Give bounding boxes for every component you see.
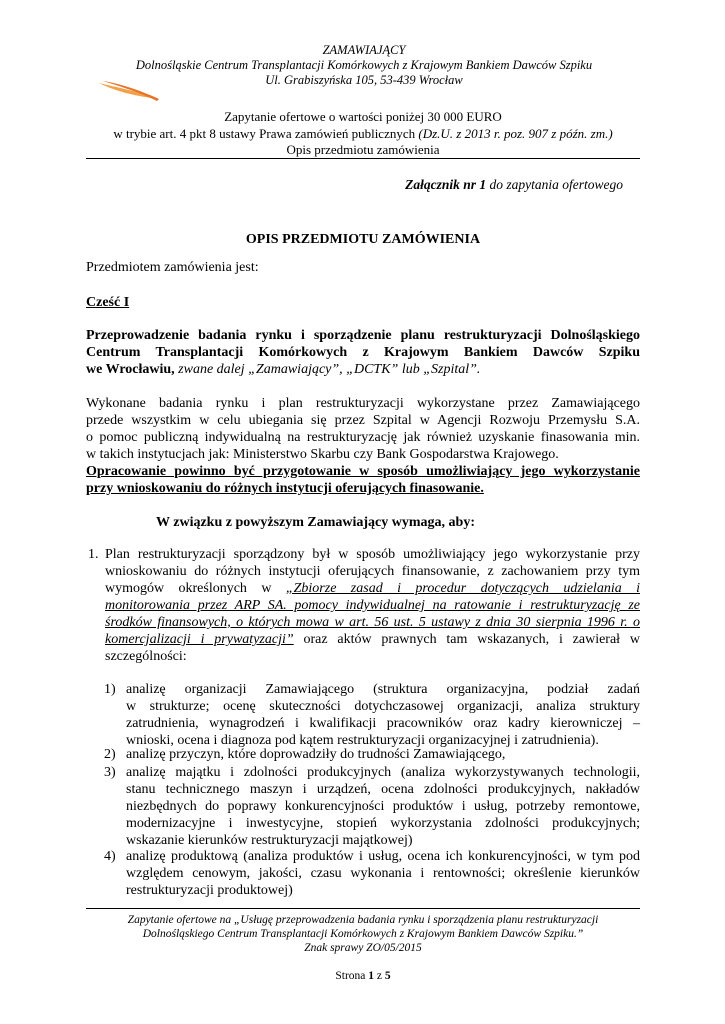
part-heading: Cześć I	[86, 295, 130, 310]
list-item-number: 1.	[88, 547, 99, 562]
footer-case-number: Znak sprawy ZO/05/2015	[304, 942, 422, 954]
annex-label: Załącznik nr 1 do zapytania ofertowego	[405, 177, 623, 192]
list-item-main: Plan restrukturyzacji sporządzony był w sposób umożliwiający jego wykorzystanie przy wnioskowaniu do różnych instytucji oferujących finansowanie, z zachowaniem przy tym wymogów określonych w „Zbiorze zasad i procedur dotyczących udzielania i monitorowania przez ARP SA. pomocy indywidualnej na ratowanie i restrukturyzację ze środków finansowych, o których mowa w art. 56 ust. 5 ustawy z dnia 30 sierpnia 1996 r. o komercjalizacji i prywatyzacji” oraz aktów prawnych tam wskazanych, i zawierał w szczególności:	[105, 547, 640, 664]
request-description: Opis przedmiotu zamówienia	[286, 142, 440, 157]
subitem-number: 2)	[104, 747, 116, 762]
header-address: Ul. Grabiszyńska 105, 53-439 Wrocław	[265, 73, 463, 87]
footer-divider	[86, 908, 640, 909]
request-subtitle: Zapytanie ofertowe o wartości poniżej 30 000 EURO	[224, 109, 502, 124]
subitem-causes-analysis: analizę przyczyn, które doprowadziły do trudności Zamawiającego,	[126, 747, 506, 762]
document-title: OPIS PRZEDMIOTU ZAMÓWIENIA	[245, 232, 481, 247]
footer-line-1: Zapytanie ofertowe na „Usługę przeprowadzenia badania rynku i sporządzenia planu restrukturyzacji	[127, 914, 599, 926]
subitem-number: 4)	[104, 849, 116, 864]
page-number: Strona 1 z 5	[335, 970, 391, 982]
requirements-heading: W związku z powyższym Zamawiający wymaga, aby:	[156, 515, 475, 530]
institution-logo-icon	[97, 77, 161, 103]
subitem-organization-analysis: analizę organizacji Zamawiającego (struktura organizacyjna, podział zadań w strukturze; ocenę skuteczności dotychczasowej organizacji, analiza struktury zatrudnienia, wynagrodzeń i kwalifikacji pracowników oraz kadry kierowniczej – wnioski, ocena i diagnoza pod kątem restrukturyzacji organizacyjnej i zatrudnienia).	[126, 682, 640, 748]
subitem-number: 3)	[104, 765, 116, 780]
header-title: ZAMAWIAJĄCY	[322, 43, 406, 57]
subitem-product-analysis: analizę produktową (analiza produktów i usług, ocena ich konkurencyjności, w tym pod względem cenowym, jakości, czasu wykonania i rentowności; określenie kierunków restrukturyzacji produktowej)	[126, 849, 640, 898]
header-divider	[86, 158, 640, 159]
request-legal-basis: w trybie art. 4 pkt 8 ustawy Prawa zamówień publicznych (Dz.U. z 2013 r. poz. 907 z późn. zm.)	[113, 126, 613, 141]
header-institution: Dolnośląskie Centrum Transplantacji Komórkowych z Krajowym Bankiem Dawców Szpiku	[135, 58, 593, 72]
subitem-assets-analysis: analizę majątku i zdolności produkcyjnych (analiza wykorzystywanych technologii, stanu technicznego maszyn i urządzeń, ocena zdolności produkcyjnych, nakładów niezbędnych do poprawy konkurencyjności produktów i usług, potrzeby remontowe, modernizacyjne i inwestycyjne, stopień wykorzystania zdolności produkcyjnych; wskazanie kierunków restrukturyzacji majątkowej)	[126, 765, 640, 848]
purpose-paragraph: Wykonane badania rynku i plan restrukturyzacji wykorzystane przez Zamawiającego przede wszystkim w celu ubiegania się przez Szpital w Agencji Rozwoju Przemysłu S.A. o pomoc publiczną indywidualną na restrukturyzację jak również uzyskanie finasowania min. w takich instytucjach jak: Ministerstwo Skarbu czy Bank Gospodarstwa Krajowego. Opracowanie powinno być przygotowanie w sposób umożliwiający jego wykorzystanie przy wnioskowaniu do różnych instytucji oferujących finasowanie.	[86, 396, 640, 496]
subject-paragraph: Przeprowadzenie badania rynku i sporządzenie planu restrukturyzacji Dolnośląskiego Centrum Transplantacji Komórkowych z Krajowym Bankiem Dawców Szpiku we Wrocławiu, zwane dalej „Zamawiający”, „DCTK” lub „Szpital”.	[86, 328, 640, 377]
subitem-number: 1)	[104, 682, 116, 697]
footer-line-2: Dolnośląskiego Centrum Transplantacji Komórkowych z Krajowym Bankiem Dawców Szpiku.”	[142, 928, 584, 940]
intro-text: Przedmiotem zamówienia jest:	[86, 260, 259, 275]
